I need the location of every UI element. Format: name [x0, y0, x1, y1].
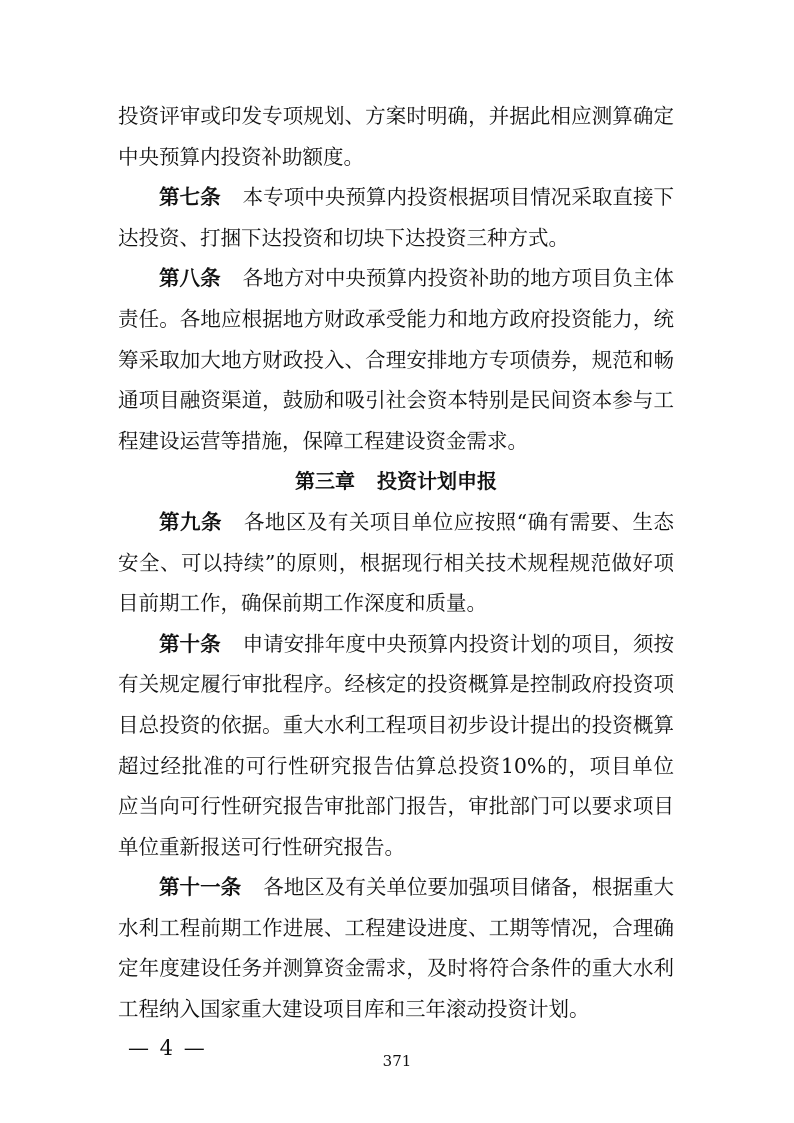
article-number: 第八条: [159, 266, 221, 291]
paragraph-text: 各地方对中央预算内投资补助的地方项目负主体责任。各地应根据地方财政承受能力和地方政府投资能力，统筹采取加大地方财政投入、合理安排地方专项债券，规范和畅通项目融资渠道，鼓励和吸引社会资本特别是民间资本参与工程建设运营等措施，保障工程建设资金需求。: [118, 266, 675, 453]
chapter-number: 第三章: [295, 469, 355, 494]
article-11: [118, 867, 674, 1029]
paragraph-text: 申请安排年度中央预算内投资计划的项目，须按有关规定履行审批程序。经核定的投资概算是控制政府投资项目总投资的依据。重大水利工程项目初步设计提出的投资概算超过经批准的可行性研究报告估算总投资10%的，项目单位应当向可行性研究报告审批部门报告，审批部门可以要求项目单位重新报送可行性研究报告。: [118, 631, 675, 859]
paragraph-text: 各地区及有关单位要加强项目储备，根据重大水利工程前期工作进展、工程建设进度、工期等情况，合理确定年度建设任务并测算资金需求，及时将符合条件的重大水利工程纳入国家重大建设项目库和三年滚动投资计划。: [118, 875, 675, 1022]
paragraph-continued: [118, 96, 674, 177]
article-number: 第九条: [159, 509, 222, 534]
article-number: 第七条: [159, 185, 221, 210]
article-10: [118, 624, 674, 868]
article-number: 第十条: [159, 631, 221, 656]
paragraph-text: 本专项中央预算内投资根据项目情况采取直接下达投资、打捆下达投资和切块下达投资三种方式。: [118, 185, 675, 250]
article-number: 第十一条: [159, 875, 242, 900]
paragraph-text: 投资评审或印发专项规划、方案时明确，并据此相应测算确定中央预算内投资补助额度。: [118, 104, 674, 169]
chapter-title: 投资计划申报: [377, 469, 497, 494]
paragraph-text: 各地区及有关项目单位应按照“确有需要、生态安全、可以持续”的原则，根据现行相关技术规程规范做好项目前期工作，确保前期工作深度和质量。: [118, 509, 674, 616]
article-9: [118, 502, 674, 624]
document-body: [118, 96, 674, 1030]
article-7: [118, 177, 674, 258]
stamp-number: 371: [382, 1052, 412, 1070]
chapter-heading: [118, 461, 674, 502]
article-8: [118, 258, 674, 461]
page-number: — 4 —: [128, 1036, 207, 1060]
